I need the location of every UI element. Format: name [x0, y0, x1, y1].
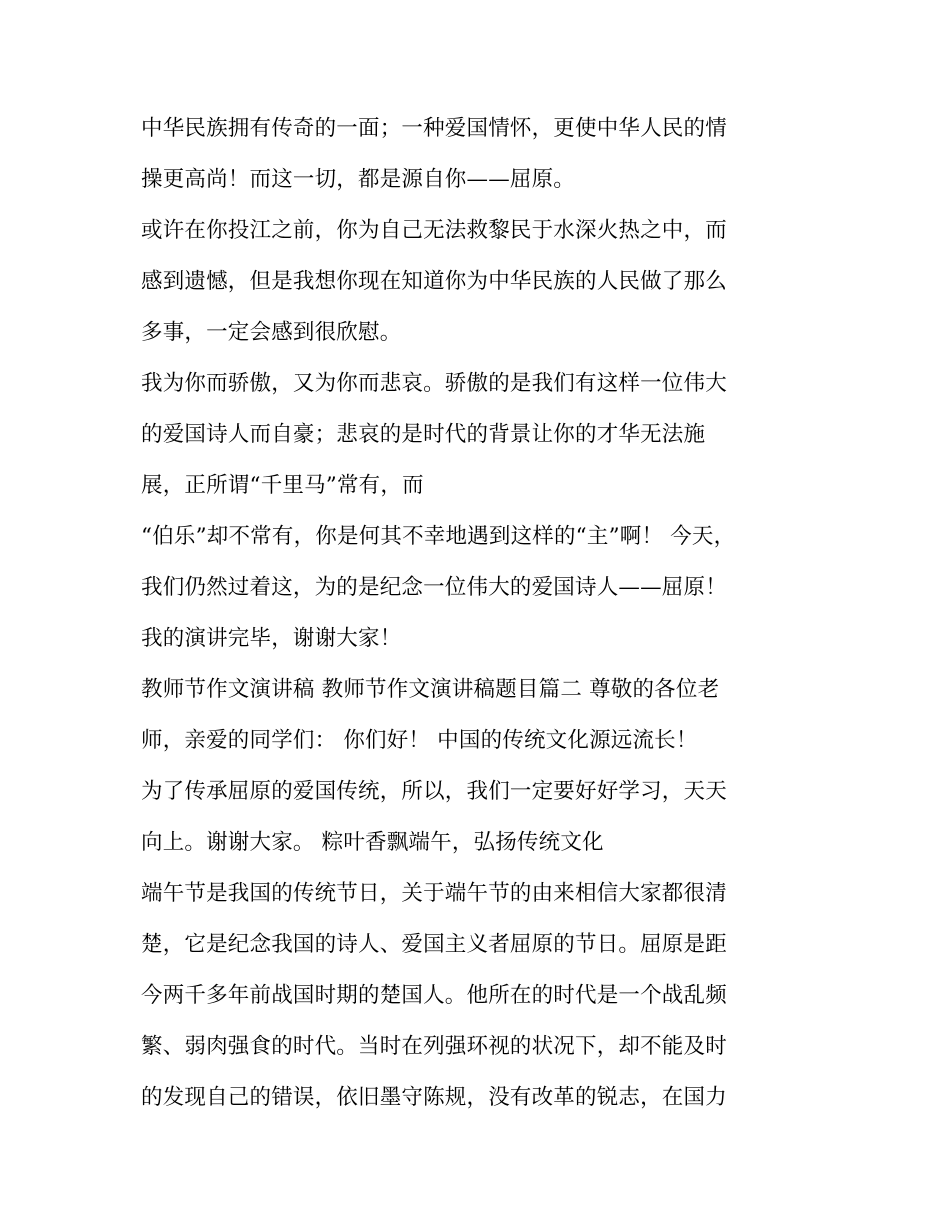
- text-line: 中华民族拥有传奇的一面；一种爱国情怀，更使中华人民的情: [141, 116, 727, 141]
- document-body: [141, 103, 821, 1123]
- text-line: 师，亲爱的同学们： 你们好！ 中国的传统文化源远流长！: [141, 728, 698, 753]
- text-line: 或许在你投江之前，你为自己无法救黎民于水深火热之中，而: [141, 218, 727, 243]
- text-line: 的发现自己的错误，依旧墨守陈规，没有改革的锐志，在国力: [141, 1085, 727, 1110]
- text-line: 展，正所谓“千里马”常有，而: [141, 473, 424, 498]
- text-line: 繁、弱肉强食的时代。当时在列强环视的状况下，却不能及时: [141, 1034, 727, 1059]
- text-line: 端午节是我国的传统节日，关于端午节的由来相信大家都很清: [141, 881, 727, 906]
- paragraph-7: [141, 868, 821, 1123]
- text-line: 我的演讲完毕，谢谢大家！: [141, 626, 402, 651]
- paragraph-2: [141, 205, 821, 358]
- paragraph-1: [141, 103, 821, 205]
- paragraph-5: [141, 664, 821, 766]
- text-line: 我为你而骄傲，又为你而悲哀。骄傲的是我们有这样一位伟大: [141, 371, 727, 396]
- text-line: 教师节作文演讲稿 教师节作文演讲稿题目篇二 尊敬的各位老: [141, 677, 720, 702]
- text-line: 为了传承屈原的爱国传统，所以，我们一定要好好学习，天天: [141, 779, 727, 804]
- text-line: 我们仍然过着这，为的是纪念一位伟大的爱国诗人——屈原！: [141, 575, 727, 600]
- text-line: 多事，一定会感到很欣慰。: [141, 320, 402, 345]
- text-line: 操更高尚！而这一切，都是源自你——屈原。: [141, 167, 576, 192]
- text-line: 今两千多年前战国时期的楚国人。他所在的时代是一个战乱频: [141, 983, 727, 1008]
- text-line: 感到遗憾，但是我想你现在知道你为中华民族的人民做了那么: [141, 269, 727, 294]
- text-line: 向上。谢谢大家。 粽叶香飘端午，弘扬传统文化: [141, 830, 604, 855]
- text-line: 楚，它是纪念我国的诗人、爱国主义者屈原的节日。屈原是距: [141, 932, 727, 957]
- paragraph-4: [141, 511, 821, 664]
- text-line: 的爱国诗人而自豪；悲哀的是时代的背景让你的才华无法施: [141, 422, 706, 447]
- paragraph-6: [141, 766, 821, 868]
- text-line: “伯乐”却不常有，你是何其不幸地遇到这样的“主”啊！ 今天，: [141, 524, 736, 549]
- paragraph-3: [141, 358, 821, 511]
